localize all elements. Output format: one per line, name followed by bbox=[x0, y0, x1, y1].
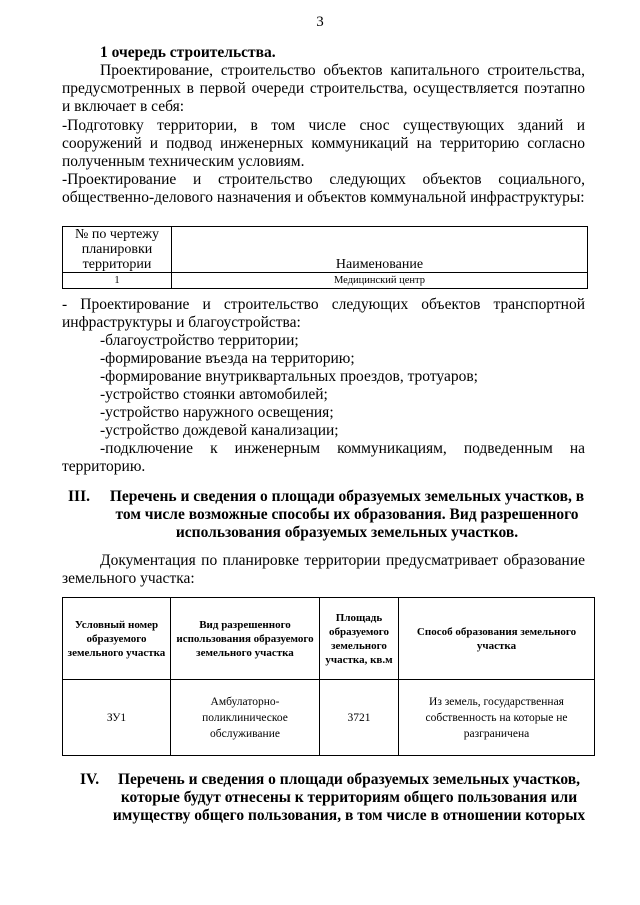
page-number: 3 bbox=[316, 14, 324, 30]
table2-cell-method: Из земель, государственная собственность на которые не разграничена bbox=[399, 680, 595, 756]
transport-item: - Проектирование и строительство следующих объектов транспортной инфраструктуры и благоустройства: bbox=[62, 296, 585, 331]
table1-row1-number: 1 bbox=[63, 273, 172, 289]
table1-col1-header: № по чертежу планировки территории bbox=[63, 227, 172, 273]
list-item: -устройство дождевой канализации; bbox=[100, 422, 339, 439]
documentation-paragraph: Документация по планировке территории предусматривает образование земельного участка: bbox=[62, 552, 585, 587]
list-item: -формирование внутриквартальных проездов, тротуаров; bbox=[100, 368, 478, 385]
table2-header-number: Условный номер образуемого земельного участка bbox=[63, 598, 171, 680]
stage-intro: Проектирование, строительство объектов капитального строительства, предусмотренных в первой очереди строительства, осуществляется поэтапно и включает в себя: bbox=[62, 62, 585, 115]
table2-header-area: Площадь образуемого земельного участка, кв.м bbox=[320, 598, 399, 680]
social-objects-item: -Проектирование и строительство следующих объектов социального, общественно-делового назначения и объектов коммунальной инфраструктуры: bbox=[62, 171, 585, 206]
transport-list bbox=[100, 332, 478, 440]
list-item: -формирование въезда на территорию; bbox=[100, 350, 355, 367]
land-plots-table bbox=[62, 597, 595, 756]
section4-title: Перечень и сведения о площади образуемых земельных участков, которые будут отнесены к территориям общего пользования или имуществу общего пользования, в том числе в отношении которых bbox=[112, 771, 586, 824]
preparation-item: -Подготовку территории, в том числе снос существующих зданий и сооружений и подвод инженерных коммуникаций на территорию согласно полученным техническим условиям. bbox=[62, 117, 585, 170]
section3-number: III. bbox=[68, 488, 90, 505]
connection-item: -подключение к инженерным коммуникациям, подведенным на территорию. bbox=[62, 440, 585, 475]
table2-cell-usage: Амбулаторно-поликлиническое обслуживание bbox=[171, 680, 320, 756]
table1-row1-name: Медицинский центр bbox=[172, 273, 588, 289]
list-item: -благоустройство территории; bbox=[100, 332, 299, 349]
table2-header-usage: Вид разрешенного использования образуемого земельного участка bbox=[171, 598, 320, 680]
list-item: -устройство наружного освещения; bbox=[100, 404, 334, 421]
table2-cell-number: ЗУ1 bbox=[63, 680, 171, 756]
table2-cell-area: 3721 bbox=[320, 680, 399, 756]
list-item: -устройство стоянки автомобилей; bbox=[100, 386, 328, 403]
table1-col2-header: Наименование bbox=[172, 227, 588, 273]
section3-title: Перечень и сведения о площади образуемых земельных участков, в том числе возможные способы их образования. Вид разрешенного использования образуемых земельных участков. bbox=[109, 488, 585, 541]
stage-heading: 1 очередь строительства. bbox=[100, 44, 276, 61]
objects-table bbox=[62, 226, 588, 289]
table2-header-method: Способ образования земельного участка bbox=[399, 598, 595, 680]
section4-number: IV. bbox=[80, 771, 100, 788]
